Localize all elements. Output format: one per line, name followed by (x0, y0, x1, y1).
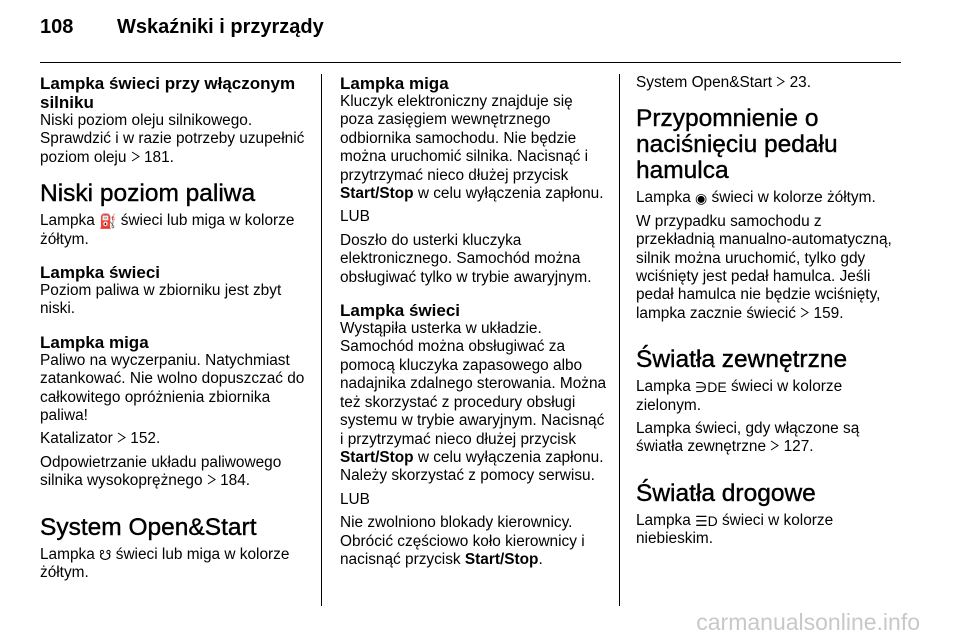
check-arrow-icon (117, 432, 126, 443)
heading-lamp-blinks: Lampka miga (340, 74, 449, 93)
exterior-lights-icon: ∋DE (695, 379, 727, 396)
paragraph-oil: Niski poziom oleju silnikowego. Sprawdzić i w razie potrzeby uzupełnić poziom oleju 181. (40, 112, 305, 166)
page-header (40, 16, 324, 46)
heading-high-beam: Światła drogowe (636, 479, 816, 507)
paragraph-exterior-info: Lampka świeci, gdy włączone są światła zewnętrzne 127. (636, 420, 860, 456)
brake-pedal-icon: ◉ (695, 190, 708, 207)
paragraph-system-fault: Wystąpiła usterka w układzie. Samochód można obsługiwać za pomocą kluczyka zapasowego albo nadajnika zdalnego sterowania. Można też skorzystać z procedury obsługi systemu w trybie awaryjnym. Nacisnąć i przytrzymać nieco dłużej przycisk Start/Stop w celu wyłączenia zapłonu. Należy skorzystać z pomocy serwisu. (340, 320, 607, 485)
paragraph-key-out-of-range: Kluczyk elektroniczny znajduje się poza zasięgiem wewnętrznego odbiornika samochodu. Nie będzie można uruchomić silnika. Nacisnąć i przytrzymać nieco dłużej przycisk Start/Stop w celu wyłączenia zapłonu. (340, 93, 604, 203)
column-3 (636, 74, 904, 549)
high-beam-icon: ☰D (695, 512, 718, 529)
paragraph-catalyst: Katalizator 152. (40, 430, 161, 448)
paragraph-high-beam: Lampka ☰D świeci w kolorze niebieskim. (636, 511, 834, 548)
heading-brake-reminder: Przypomnienie o naciśnięciu pedału hamulca (636, 105, 838, 185)
heading-exterior-lights: Światła zewnętrzne (636, 346, 848, 374)
header-divider (40, 62, 901, 63)
paragraph-brake-info: W przypadku samochodu z przekładnią manualno-automatyczną, silnik można uruchomić, tylko gdy wciśnięty jest pedał hamulca. Jeśli pedał hamulca nie będzie wciśnięty, lampka zacznie świecić 159. (636, 212, 892, 322)
heading-low-fuel: Niski poziom paliwa (40, 180, 256, 208)
heading-lamp-blinks: Lampka miga (40, 332, 149, 352)
column-divider-1 (321, 74, 322, 606)
paragraph-diesel-bleed: Odpowietrzanie układu paliwowego silnika wysokoprężnego 184. (40, 453, 282, 490)
paragraph-brake-lamp: Lampka ◉ świeci w kolorze żółtym. (636, 189, 876, 207)
paragraph-fuel-blink: Paliwo na wyczerpaniu. Natychmiast zatankować. Nie wolno dopuszczać do całkowitego opróżnienia zbiornika paliwa! (40, 351, 305, 425)
check-arrow-icon (207, 474, 216, 485)
paragraph-exterior-lamp: Lampka ∋DE świeci w kolorze zielonym. (636, 378, 843, 414)
column-2 (340, 74, 608, 569)
key-signal-icon: ☋ (99, 546, 112, 563)
column-1 (40, 74, 308, 583)
paragraph-fuel-lit: Poziom paliwa w zbiorniku jest zbyt niski. (40, 282, 282, 318)
watermark: carmanualsonline.info (696, 609, 920, 635)
paragraph-steering-lock: Nie zwolniono blokady kierownicy. Obrócić częściowo koło kierownicy i nacisnąć przycisk Start/Stop. (340, 514, 585, 568)
paragraph-open-start: Lampka ☋ świeci lub miga w kolorze żółtym. (40, 545, 290, 582)
column-divider-2 (619, 74, 620, 606)
fuel-pump-icon: ⛽ (99, 213, 117, 230)
paragraph-or: LUB (340, 208, 370, 226)
heading-oil-warning: Lampka świeci przy włączonym silniku (40, 74, 296, 112)
check-arrow-icon (800, 307, 809, 318)
heading-open-start: System Open&Start (40, 513, 257, 541)
paragraph-or: LUB (340, 490, 370, 508)
paragraph-key-fault: Doszło do usterki kluczyka elektronicznego. Samochód można obsługiwać tylko w trybie awaryjnym. (340, 231, 592, 286)
check-arrow-icon (131, 151, 140, 162)
heading-lamp-lit: Lampka świeci (340, 301, 461, 321)
page-number: 108 (40, 16, 74, 38)
paragraph-fuel: Lampka ⛽ świeci lub miga w kolorze żółtym. (40, 212, 295, 248)
chapter-title: Wskaźniki i przyrządy (117, 16, 324, 38)
check-arrow-icon (776, 76, 785, 87)
heading-lamp-lit: Lampka świeci (40, 263, 161, 283)
check-arrow-icon (770, 440, 779, 451)
paragraph-open-start-ref: System Open&Start 23. (636, 74, 811, 91)
